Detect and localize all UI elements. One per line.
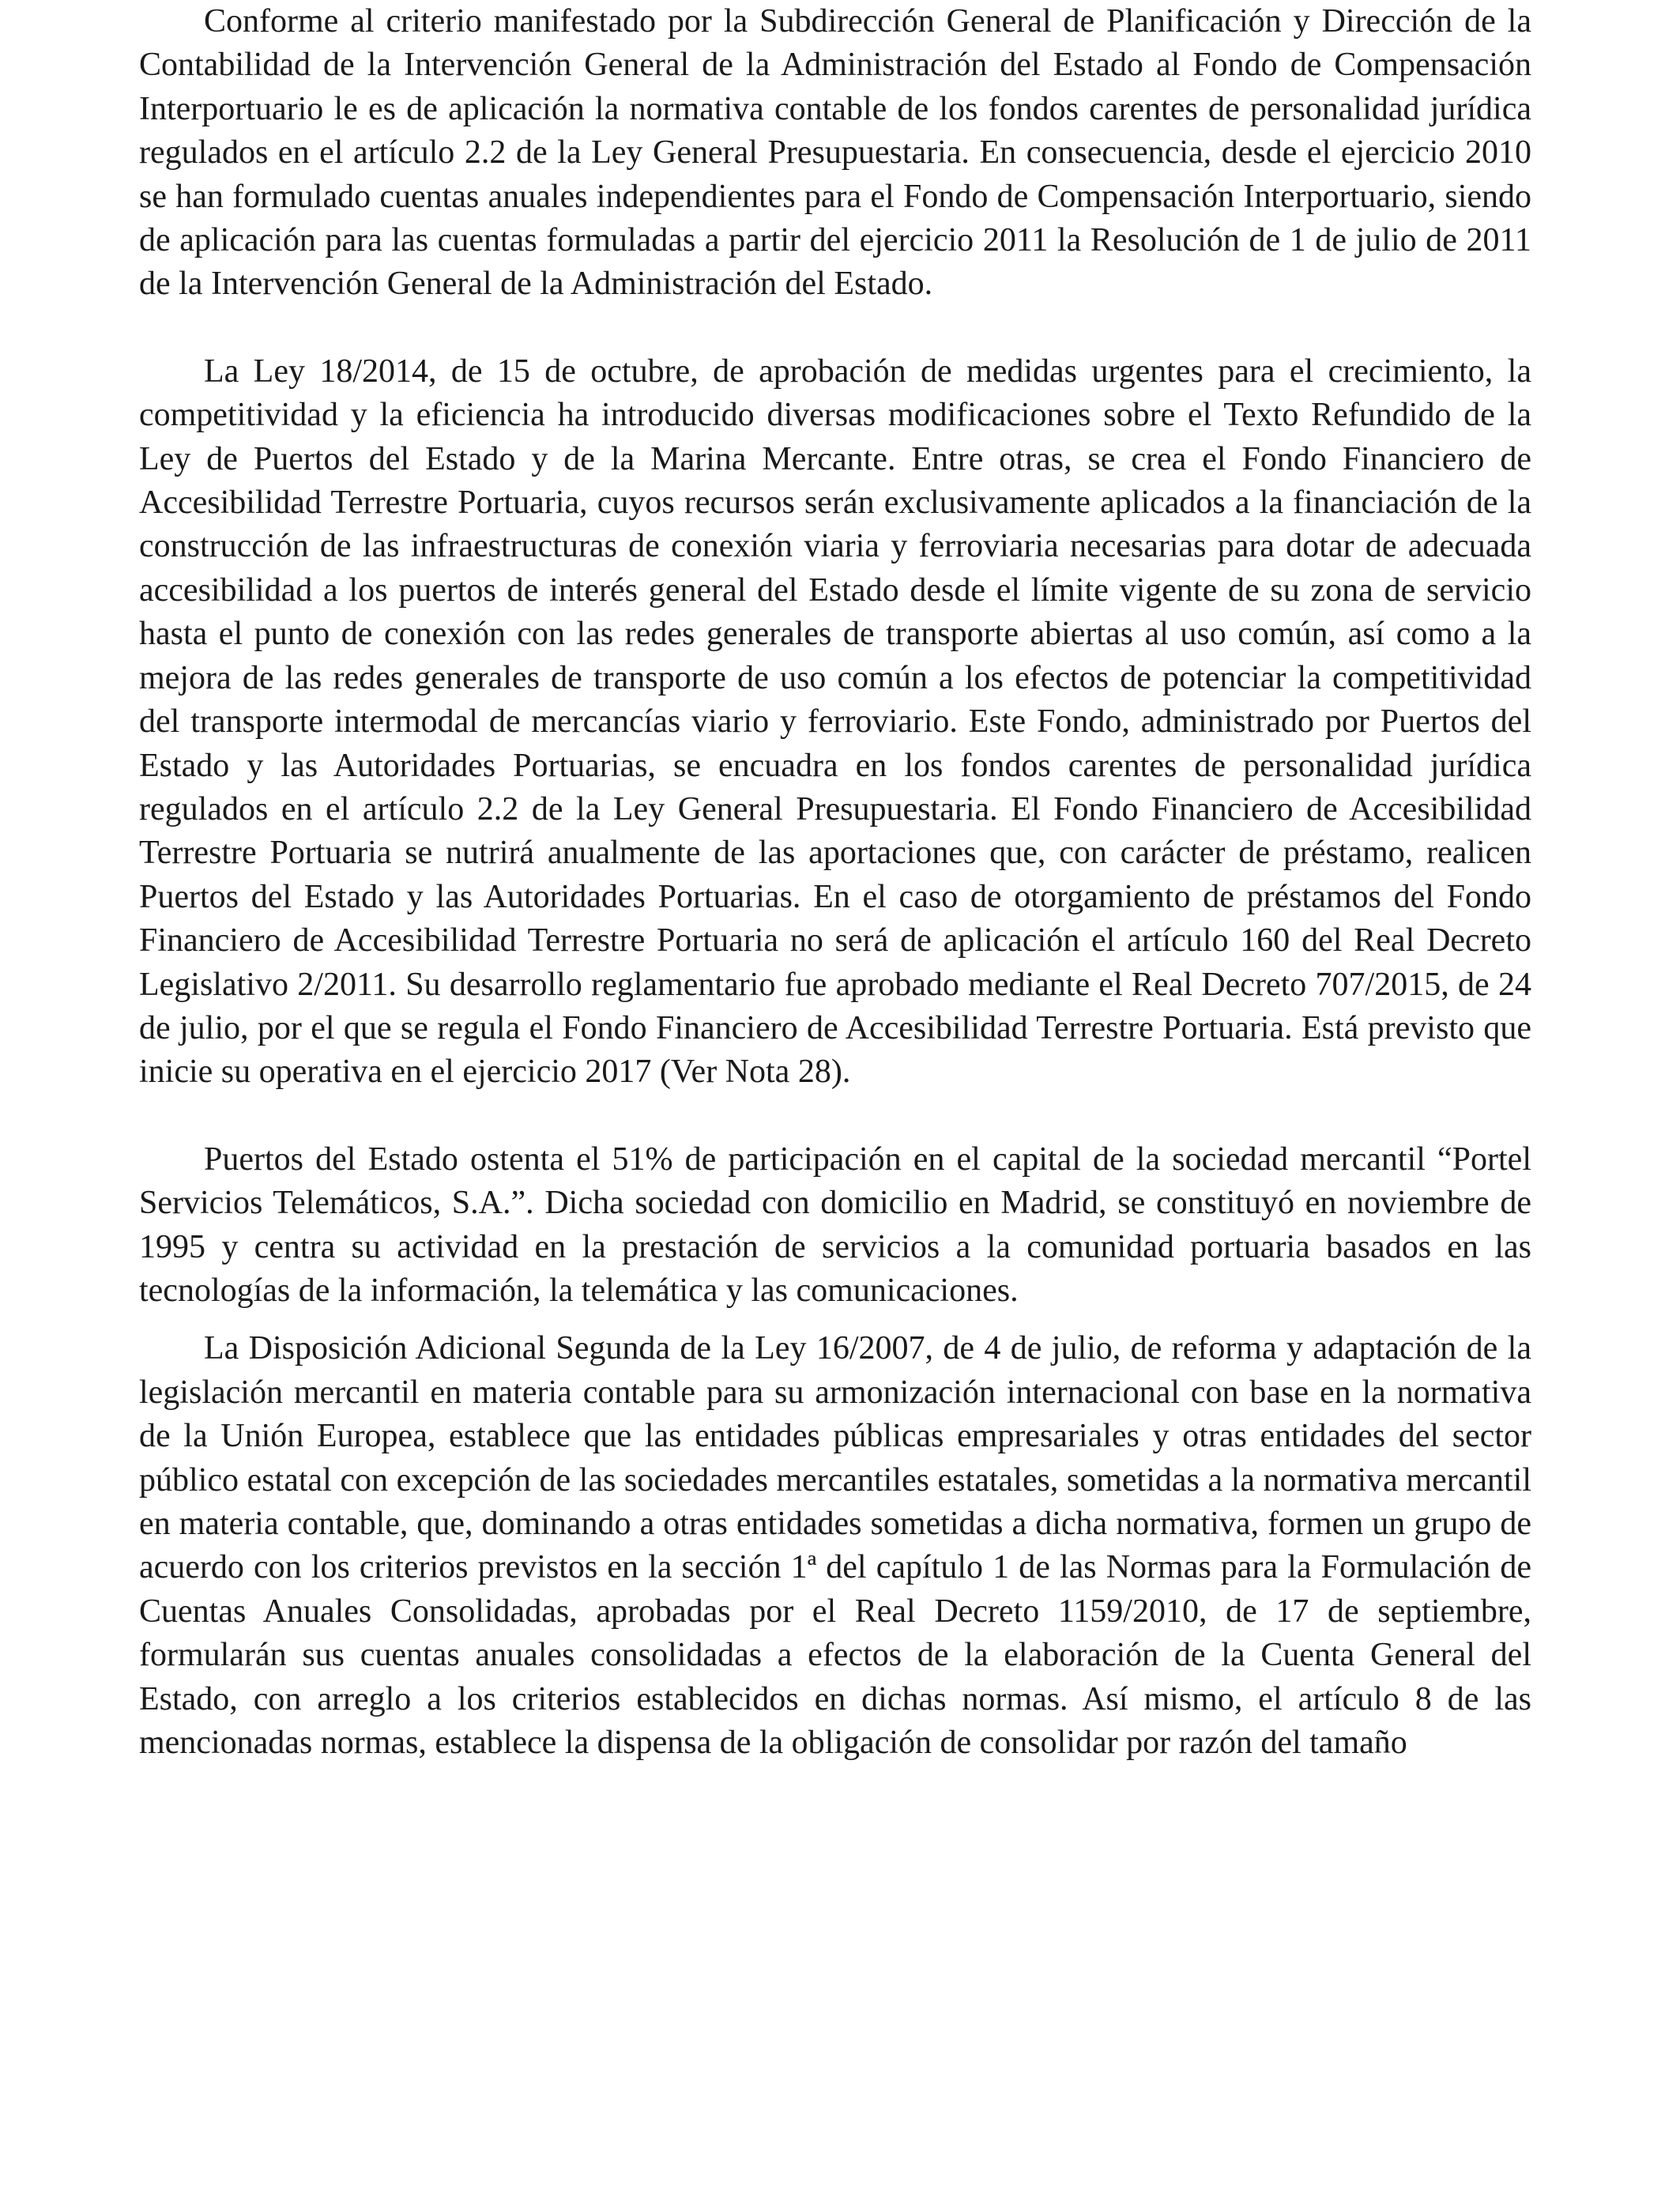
paragraph-disposicion-adicional: La Disposición Adicional Segunda de la Ley 16/2007, de 4 de julio, de reforma y adaptación de la legislación mercantil en materia contable para su armonización internacional con base en la normativa de la Unión Europea, establece que las entidades públicas empresariales y otras entidades del sector público estatal con excepción de las sociedades mercantiles estatales, sometidas a la normativa mercantil en materia contable, que, dominando a otras entidades sometidas a dicha normativa, formen un grupo de acuerdo con los criterios previstos en la sección 1ª del capítulo 1 de las Normas para la Formulación de Cuentas Anuales Consolidadas, aprobadas por el Real Decreto 1159/2010, de 17 de septiembre, formularán sus cuentas anuales consolidadas a efectos de la elaboración de la Cuenta General del Estado, con arreglo a los criterios establecidos en dichas normas. Así mismo, el artículo 8 de las mencionadas normas, establece la dispensa de la obligación de consolidar por razón del tamaño	[139, 1330, 1531, 1762]
paragraph-ley-18-2014: La Ley 18/2014, de 15 de octubre, de aprobación de medidas urgentes para el crecimiento, la competitividad y la eficiencia ha introducido diversas modificaciones sobre el Texto Refundido de la Ley de Puertos del Estado y de la Marina Mercante. Entre otras, se crea el Fondo Financiero de Accesibilidad Terrestre Portuaria, cuyos recursos serán exclusivamente aplicados a la financiación de la construcción de las infraestructuras de conexión viaria y ferroviaria necesarias para dotar de adecuada accesibilidad a los puertos de interés general del Estado desde el límite vigente de su zona de servicio hasta el punto de conexión con las redes generales de transporte abiertas al uso común, así como a la mejora de las redes generales de transporte de uso común a los efectos de potenciar la competitividad del transporte intermodal de mercancías viario y ferroviario. Este Fondo, administrado por Puertos del Estado y las Autoridades Portuarias, se encuadra en los fondos carentes de personalidad jurídica regulados en el artículo 2.2 de la Ley General Presupuestaria. El Fondo Financiero de Accesibilidad Terrestre Portuaria se nutrirá anualmente de las aportaciones que, con carácter de préstamo, realicen Puertos del Estado y las Autoridades Portuarias. En el caso de otorgamiento de préstamos del Fondo Financiero de Accesibilidad Terrestre Portuaria no será de aplicación el artículo 160 del Real Decreto Legislativo 2/2011. Su desarrollo reglamentario fue aprobado mediante el Real Decreto 707/2015, de 24 de julio, por el que se regula el Fondo Financiero de Accesibilidad Terrestre Portuaria. Está previsto que inicie su operativa en el ejercicio 2017 (Ver Nota 28).	[139, 352, 1531, 1091]
paragraph-fondo-compensacion: Conforme al criterio manifestado por la Subdirección General de Planificación y Dirección de la Contabilidad de la Intervención General de la Administración del Estado al Fondo de Compensación Interportuario le es de aplicación la normativa contable de los fondos carentes de personalidad jurídica regulados en el artículo 2.2 de la Ley General Presupuestaria. En consecuencia, desde el ejercicio 2010 se han formulado cuentas anuales independientes para el Fondo de Compensación Interportuario, siendo de aplicación para las cuentas formuladas a partir del ejercicio 2011 la Resolución de 1 de julio de 2011 de la Intervención General de la Administración del Estado.	[139, 3, 1531, 303]
document-page	[139, 0, 1531, 1765]
paragraph-portel: Puertos del Estado ostenta el 51% de participación en el capital de la sociedad mercantil “Portel Servicios Telemáticos, S.A.”. Dicha sociedad con domicilio en Madrid, se constituyó en noviembre de 1995 y centra su actividad en la prestación de servicios a la comunidad portuaria basados en las tecnologías de la información, la telemática y las comunicaciones.	[139, 1140, 1531, 1309]
